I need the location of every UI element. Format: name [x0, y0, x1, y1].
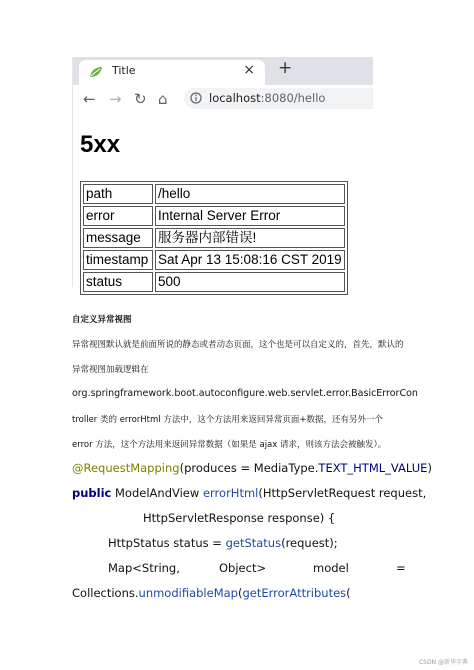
- section-title: 自定义异常视图: [72, 315, 132, 325]
- info-icon[interactable]: [190, 92, 202, 104]
- url-text: [209, 91, 325, 105]
- table-value: 服务器内部错误!: [155, 228, 345, 248]
- paragraph-line: error 方法，这个方法用来返回异常数据（如果是 ajax 请求，则该方法会被触发）。: [72, 440, 387, 450]
- code-keyword: public: [72, 486, 112, 500]
- error-table: [80, 181, 348, 295]
- code-token: Object>: [219, 561, 267, 575]
- tab-title: Title: [112, 64, 136, 77]
- code-token: Map<String,: [108, 561, 180, 575]
- code-line: [72, 461, 432, 475]
- code-method: errorHtml: [202, 486, 259, 500]
- table-key: error: [83, 206, 153, 226]
- table-row: [83, 250, 345, 270]
- code-line: [108, 536, 338, 550]
- address-bar[interactable]: [184, 88, 373, 109]
- code-text: (: [237, 586, 243, 600]
- tab-strip: [73, 57, 373, 85]
- code-text: ModelAndView: [111, 486, 203, 500]
- code-annotation: @RequestMapping: [72, 461, 180, 475]
- code-method: unmodifiableMap: [138, 586, 238, 600]
- table-value: Internal Server Error: [155, 206, 345, 226]
- back-icon[interactable]: ←: [83, 90, 96, 108]
- reload-icon[interactable]: ↻: [134, 90, 147, 108]
- forward-icon[interactable]: →: [109, 90, 122, 108]
- url-path: :8080/hello: [260, 91, 326, 105]
- paragraph-line: 异常视图加载逻辑在: [72, 365, 149, 375]
- table-key: status: [83, 272, 153, 292]
- paragraph-line: org.springframework.boot.autoconfigure.web.servlet.error.BasicErrorCon: [72, 388, 418, 399]
- code-line: [72, 586, 351, 600]
- code-text: (HttpServletRequest request,: [258, 486, 427, 500]
- table-value: Sat Apr 13 15:08:16 CST 2019: [155, 250, 345, 270]
- code-text: (request);: [281, 536, 338, 550]
- code-line: [72, 486, 426, 500]
- table-key: message: [83, 228, 153, 248]
- code-text: (produces = MediaType.: [179, 461, 319, 475]
- spring-leaf-icon: [89, 66, 103, 78]
- table-row: [83, 228, 345, 248]
- code-text: Collections.: [72, 586, 139, 600]
- error-heading: 5xx: [80, 131, 121, 158]
- code-method: getErrorAttributes: [242, 586, 347, 600]
- table-row: [83, 272, 345, 292]
- code-method: getStatus: [225, 536, 282, 550]
- table-value: /hello: [155, 184, 345, 204]
- code-token: model: [313, 561, 349, 575]
- table-key: path: [83, 184, 153, 204]
- url-host: localhost: [209, 91, 261, 105]
- browser-tab[interactable]: [79, 60, 265, 85]
- code-text: ): [427, 461, 432, 475]
- table-value: 500: [155, 272, 345, 292]
- code-text: HttpStatus status =: [108, 536, 226, 550]
- close-tab-icon[interactable]: ×: [243, 62, 255, 78]
- code-text: (: [346, 586, 351, 600]
- code-constant: TEXT_HTML_VALUE: [318, 461, 428, 475]
- table-row: [83, 184, 345, 204]
- new-tab-icon[interactable]: +: [278, 58, 293, 78]
- code-token: =: [396, 561, 406, 575]
- code-line: HttpServletResponse response) {: [143, 511, 336, 525]
- watermark-footer: CSDN @新华字典: [418, 659, 468, 666]
- paragraph-line: troller 类的 errorHtml 方法中，这个方法用来返回异常页面+数据，还有另外一个: [72, 415, 383, 425]
- table-key: timestamp: [83, 250, 153, 270]
- browser-screenshot: [72, 57, 372, 287]
- browser-toolbar: [73, 85, 373, 113]
- table-row: [83, 206, 345, 226]
- home-icon[interactable]: ⌂: [158, 90, 168, 108]
- paragraph-line: 异常视图默认就是前面所说的静态或者动态页面，这个也是可以自定义的，首先，默认的: [72, 340, 404, 350]
